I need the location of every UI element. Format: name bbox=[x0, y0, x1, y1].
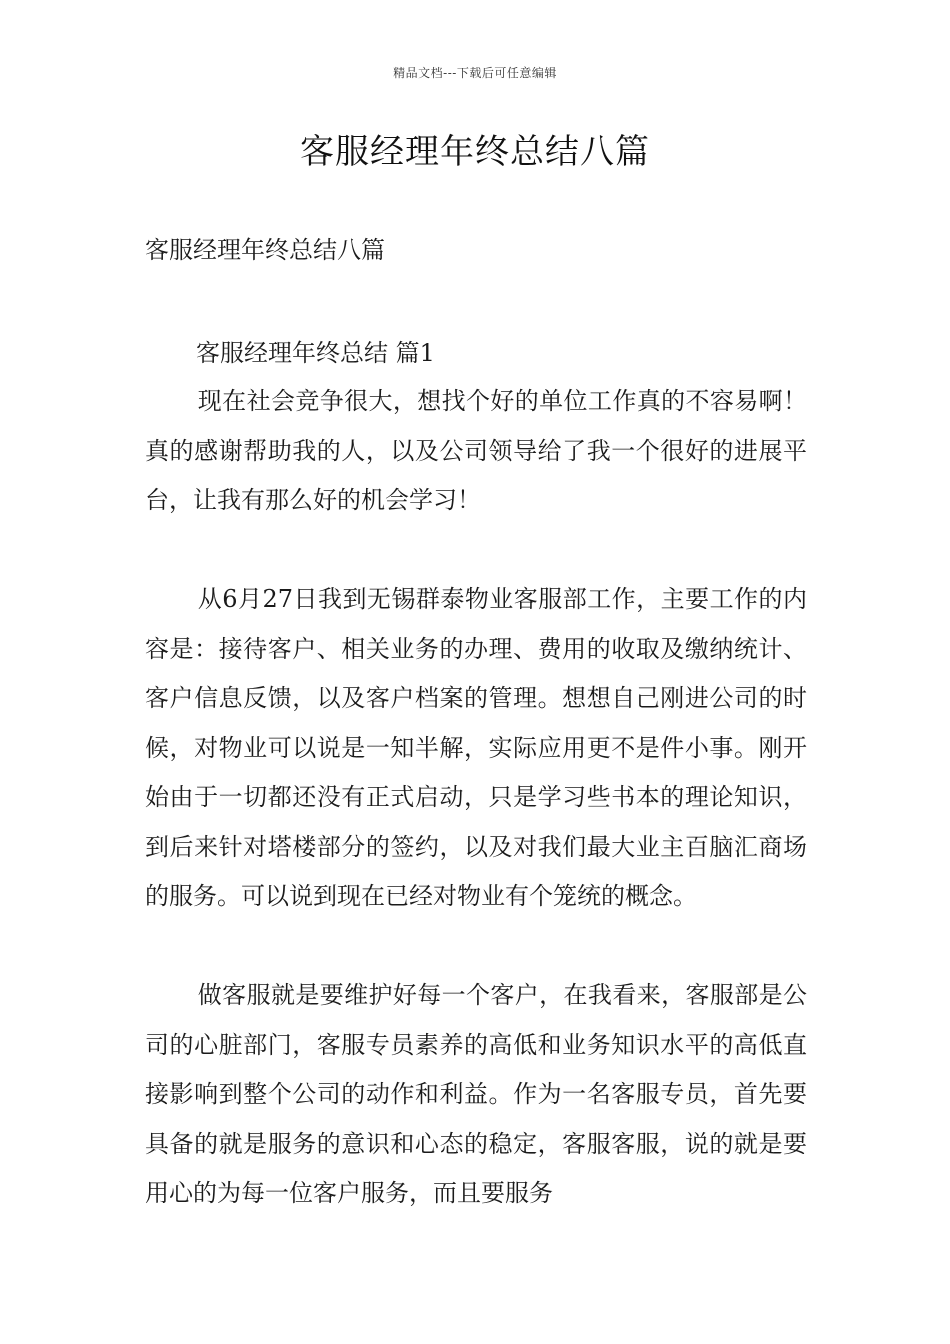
body-paragraph: 现在社会竞争很大，想找个好的单位工作真的不容易啊！真的感谢帮助我的人，以及公司领导给了我一个很好的进展平台，让我有那么好的机会学习！ bbox=[145, 387, 807, 514]
document-subtitle: 客服经理年终总结八篇 bbox=[145, 236, 385, 264]
section-heading: 客服经理年终总结 篇1 bbox=[196, 339, 435, 367]
header-note: 精品文档---下载后可任意编辑 bbox=[393, 66, 557, 80]
body-paragraph: 做客服就是要维护好每一个客户，在我看来，客服部是公司的心脏部门，客服专员素养的高低和业务知识水平的高低直接影响到整个公司的动作和利益。作为一名客服专员，首先要具备的就是服务的意识和心态的稳定，客服客服，说的就是要用心的为每一位客户服务，而且要服务 bbox=[145, 981, 807, 1207]
document-title: 客服经理年终总结八篇 bbox=[300, 132, 650, 172]
body-paragraph: 从6月27日我到无锡群泰物业客服部工作，主要工作的内容是：接待客户、相关业务的办理、费用的收取及缴纳统计、客户信息反馈，以及客户档案的管理。想想自己刚进公司的时候，对物业可以说是一知半解，实际应用更不是件小事。刚开始由于一切都还没有正式启动，只是学习些书本的理论知识，到后来针对塔楼部分的签约，以及对我们最大业主百脑汇商场的服务。可以说到现在已经对物业有个笼统的概念。 bbox=[145, 585, 807, 910]
